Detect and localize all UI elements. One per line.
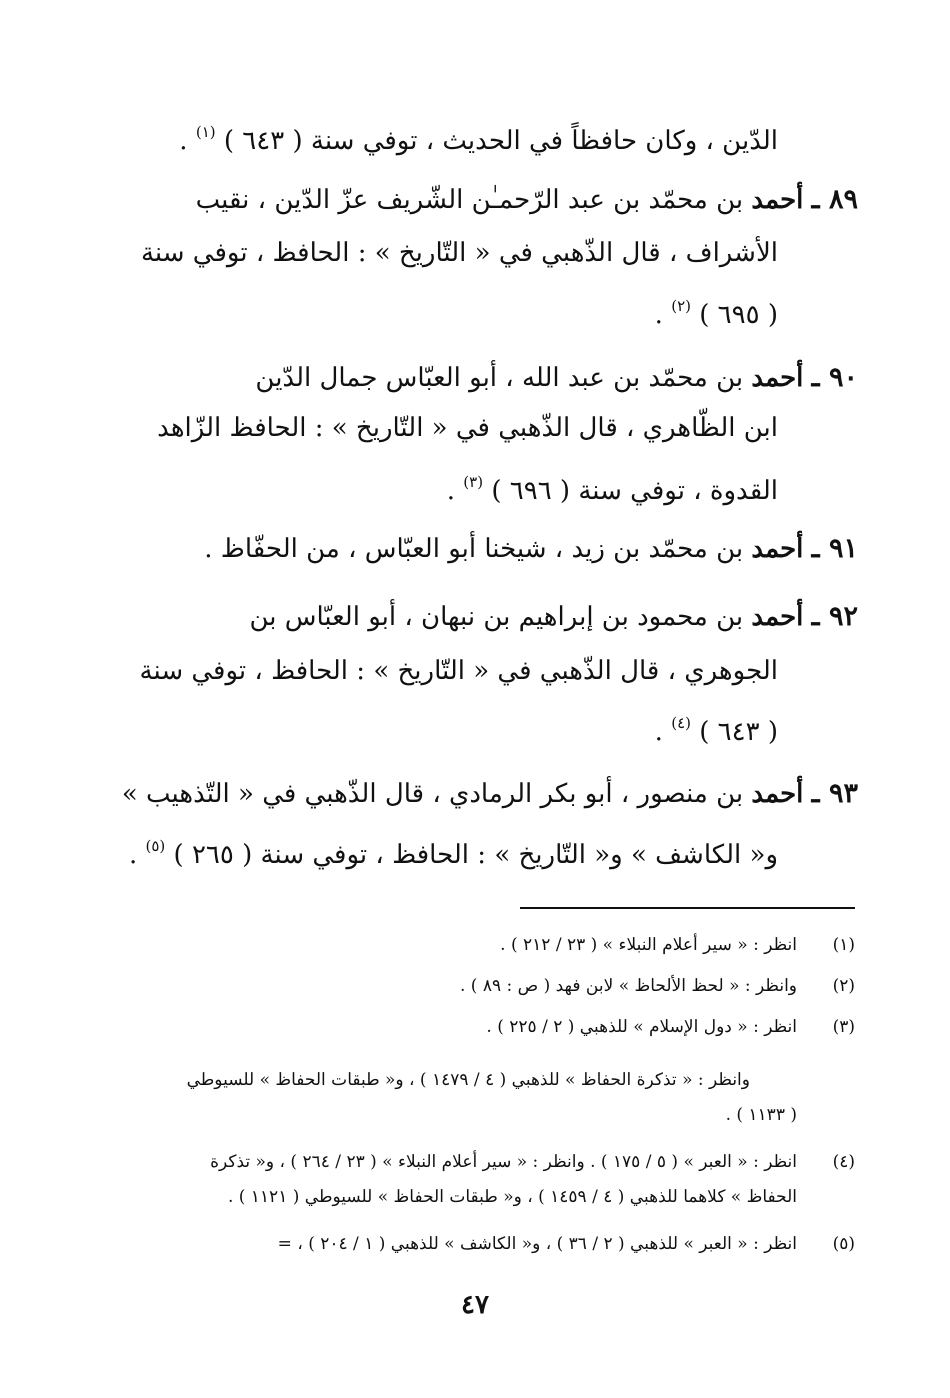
entry-89-line-1 [196, 180, 858, 220]
footnote-3-continued-line-2 [726, 1101, 797, 1129]
footnote-marker: (١) [195, 123, 216, 141]
text: بن منصور ، أبو بكر الرمادي ، قال الذّهبي في « التّذهيب » [121, 779, 744, 809]
footnote-4-line-1 [210, 1148, 855, 1176]
page-number: ٤٧ [461, 1290, 489, 1320]
period: . [654, 717, 663, 747]
entry-89-line-2 [141, 233, 778, 273]
footnote-text: ( ١١٣٣ ) . [725, 1105, 797, 1125]
footnote-1 [500, 931, 855, 959]
entry-name: أحمد [751, 363, 804, 393]
text: الأشراف ، قال الذّهبي في « التّاريخ » : الحافظ ، توفي سنة [140, 238, 778, 268]
footnote-number: (٥) [832, 1234, 855, 1254]
footnote-3 [486, 1013, 855, 1041]
footnote-5 [278, 1230, 855, 1258]
entry-90-line-3 [447, 462, 778, 511]
footnote-number: (١) [832, 935, 855, 955]
period: . [654, 300, 663, 330]
entry-name: أحمد [751, 534, 804, 564]
entry-93-line-1 [122, 774, 858, 814]
text: القدوة ، توفي سنة ( ٦٩٦ ) [491, 476, 778, 506]
period: . [179, 126, 188, 156]
footnote-text: انظر : « سير أعلام النبلاء » ( ٢٣ / ٢١٢ ) . [500, 935, 797, 955]
entry-number: ٨٩ ـ [811, 184, 858, 215]
text: الجوهري ، قال الذّهبي في « التّاريخ » : الحافظ ، توفي سنة [139, 656, 778, 686]
footnote-3-continued-line-1 [187, 1066, 750, 1094]
footnote-4-line-2 [228, 1183, 797, 1211]
footnote-text: الحفاظ » كلاهما للذهبي ( ٤ / ١٤٥٩ ) ، و« طبقات الحفاظ » للسيوطي ( ١١٢١ ) . [227, 1187, 797, 1207]
text: ( ٦٩٥ ) [699, 300, 778, 330]
period: . [446, 476, 456, 506]
entry-92-line-3 [655, 703, 778, 752]
entry-91-line-1 [204, 529, 858, 569]
period: . [128, 840, 138, 870]
footnote-number: (٣) [832, 1017, 855, 1037]
entry-number: ٩٢ ـ [811, 601, 858, 632]
text: بن محمّد بن زيد ، شيخنا أبو العبّاس ، من الحفّاظ . [204, 534, 744, 564]
footnote-marker: (٥) [145, 837, 166, 855]
entry-number: ٩٠ ـ [811, 362, 858, 393]
footnote-marker: (٣) [463, 473, 484, 491]
footnote-marker: (٢) [671, 297, 691, 315]
entry-name: أحمد [751, 185, 804, 215]
text: بن محمّد بن عبد الرّحمـٰن الشّريف عزّ الدّين ، نقيب [195, 185, 744, 215]
text: ( ٦٤٣ ) [699, 717, 778, 747]
footnote-number: (٤) [832, 1152, 855, 1172]
entry-name: أحمد [751, 779, 804, 809]
text: و« الكاشف » و« التّاريخ » : الحافظ ، توفي سنة ( ٢٦٥ ) [173, 840, 778, 870]
footnote-divider [520, 907, 855, 909]
entry-continuation [179, 112, 778, 161]
footnote-text: انظر : « العبر » ( ٥ / ١٧٥ ) . وانظر : « سير أعلام النبلاء » ( ٢٣ / ٢٦٤ ) ، و« تذكرة [210, 1152, 797, 1172]
text: بن محمّد بن عبد الله ، أبو العبّاس جمال الدّين [255, 363, 744, 393]
entry-number: ٩١ ـ [811, 533, 858, 564]
entry-92-line-1 [249, 597, 858, 637]
entry-number: ٩٣ ـ [811, 778, 858, 809]
entry-92-line-2 [140, 651, 778, 691]
text: الدّين ، وكان حافظاً في الحديث ، توفي سنة ( ٦٤٣ ) [223, 126, 778, 156]
text: ابن الظّاهري ، قال الذّهبي في « التّاريخ » : الحافظ الزّاهد [157, 413, 778, 443]
footnote-text: انظر : « العبر » للذهبي ( ٢ / ٣٦ ) ، و« الكاشف » للذهبي ( ١ / ٢٠٤ ) ، = [277, 1234, 797, 1254]
footnote-text: انظر : « دول الإسلام » للذهبي ( ٢ / ٢٢٥ ) . [486, 1017, 797, 1037]
entry-93-line-2 [129, 826, 778, 875]
text: بن محمود بن إبراهيم بن نبهان ، أبو العبّاس بن [249, 602, 744, 632]
footnote-text: وانظر : « لحظ الألحاظ » لابن فهد ( ص : ٨٩ ) . [460, 976, 797, 996]
footnote-text: وانظر : « تذكرة الحفاظ » للذهبي ( ٤ / ١٤٧٩ ) ، و« طبقات الحفاظ » للسيوطي [186, 1070, 750, 1090]
footnote-2 [460, 972, 855, 1000]
entry-name: أحمد [751, 602, 804, 632]
footnote-number: (٢) [832, 976, 855, 996]
entry-89-line-3 [655, 286, 778, 335]
footnote-marker: (٤) [671, 714, 691, 732]
entry-90-line-2 [157, 408, 778, 448]
entry-90-line-1 [255, 358, 858, 398]
